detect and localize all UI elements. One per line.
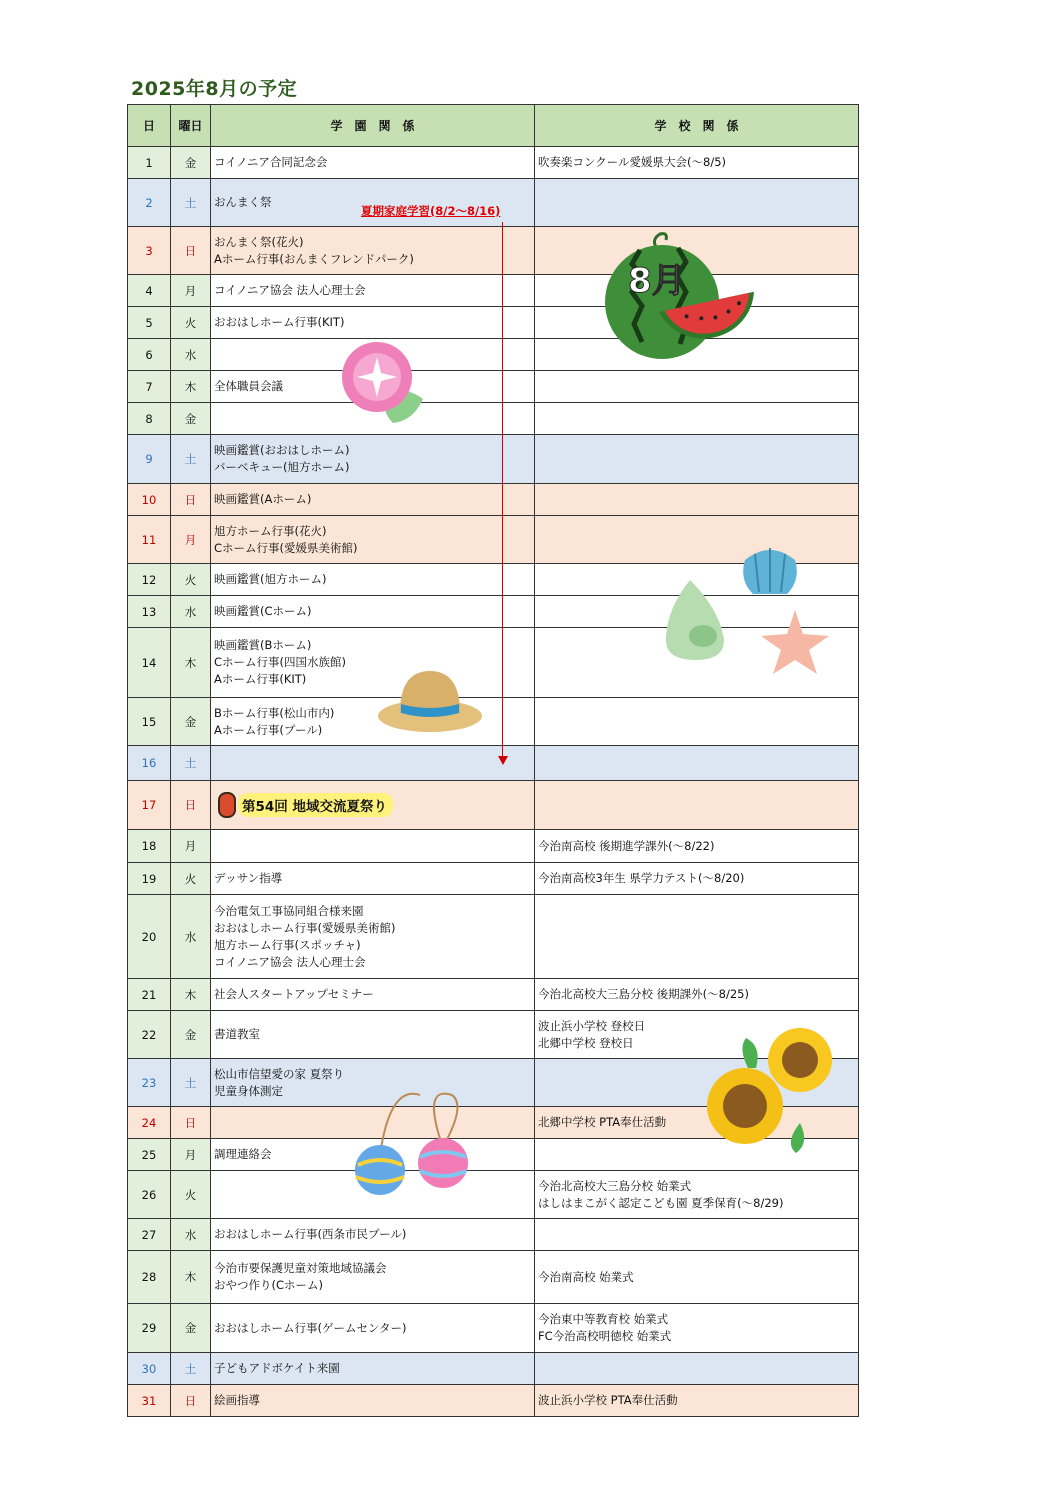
gakko-cell [535,1219,859,1251]
header-gakuen: 学 園 関 係 [211,105,535,147]
gakuen-event: 書道教室 [214,1027,260,1041]
table-row [128,371,859,403]
weekday-cell: 日 [171,1385,211,1417]
gakko-cell [535,1171,859,1219]
gakuen-event: Bホーム行事(松山市内) [214,705,335,720]
weekday-cell: 火 [171,863,211,895]
weekday-cell: 金 [171,698,211,746]
day-cell: 14 [128,628,171,698]
gakuen-cell [211,1251,535,1304]
gakko-cell [535,698,859,746]
gakko-cell [535,746,859,781]
gakko-event: はしはまこがく認定こども園 夏季保育(～8/29) [538,1195,784,1210]
day-cell: 18 [128,830,171,863]
weekday-cell: 土 [171,746,211,781]
table-row [128,403,859,435]
gakuen-event: Aホーム行事(おんまくフレンドパーク) [214,251,414,266]
watermelon-illustration [600,220,760,365]
gakuen-event: おおはしホーム行事(西条市民プール) [214,1227,407,1241]
gakuen-cell [211,435,535,484]
gakuen-cell [211,307,535,339]
day-cell: 15 [128,698,171,746]
gakuen-cell [211,1304,535,1353]
gakuen-event: コイノニア合同記念会 [214,155,328,169]
gakuen-event: 映画鑑賞(Bホーム) [214,638,312,652]
gakko-cell [535,1353,859,1385]
day-cell: 29 [128,1304,171,1353]
weekday-cell: 木 [171,371,211,403]
weekday-cell: 月 [171,830,211,863]
gakko-cell [535,830,859,863]
festival-banner [218,790,393,820]
day-cell: 22 [128,1011,171,1059]
gakuen-cell [211,830,535,863]
gakuen-cell [211,628,535,698]
gakko-cell [535,371,859,403]
gakko-event: 北郷中学校 PTA奉仕活動 [538,1115,667,1129]
gakko-cell [535,403,859,435]
day-cell: 28 [128,1251,171,1304]
table-row [128,830,859,863]
gakuen-event: コイノニア協会 法人心理士会 [214,283,366,297]
gakko-event: 今治東中等教育校 始業式 [538,1312,669,1326]
day-cell: 8 [128,403,171,435]
gakko-event: 今治北高校大三島分校 始業式 [538,1178,692,1193]
gakuen-cell [211,895,535,979]
day-cell: 2 [128,179,171,227]
day-cell: 21 [128,979,171,1011]
gakko-event: FC今治高校明徳校 始業式 [538,1329,672,1343]
table-row [128,1304,859,1353]
gakuen-event: コイノニア協会 法人心理士会 [214,954,366,969]
weekday-cell: 木 [171,1251,211,1304]
day-cell: 5 [128,307,171,339]
gakko-event: 波止浜小学校 登校日 [538,1018,646,1033]
weekday-cell: 日 [171,484,211,516]
day-cell: 1 [128,147,171,179]
day-cell: 11 [128,516,171,564]
weekday-cell: 火 [171,307,211,339]
day-cell: 27 [128,1219,171,1251]
gakuen-cell [211,227,535,275]
gakuen-cell [211,275,535,307]
gakuen-event: Aホーム行事(プール) [214,722,323,737]
weekday-cell: 日 [171,227,211,275]
paper-lantern-icon [218,792,236,818]
day-cell: 3 [128,227,171,275]
weekday-cell: 月 [171,275,211,307]
table-row [128,1385,859,1417]
table-row [128,1353,859,1385]
day-cell: 6 [128,339,171,371]
weekday-cell: 木 [171,628,211,698]
table-row [128,484,859,516]
gakuen-event: おおはしホーム行事(ゲームセンター) [214,1320,407,1335]
gakko-event: 今治南高校3年生 県学力テスト(～8/20) [538,871,745,885]
weekday-cell: 水 [171,895,211,979]
weekday-cell: 水 [171,339,211,371]
table-row [128,147,859,179]
gakuen-cell [211,979,535,1011]
weekday-cell: 日 [171,781,211,830]
gakuen-event: 映画鑑賞(Cホーム) [214,604,312,618]
gakuen-event: 社会人スタートアップセミナー [214,987,374,1001]
gakuen-event: 今治市要保護児童対策地域協議会 [214,1261,387,1275]
table-row [128,435,859,484]
gakuen-event: Aホーム行事(KIT) [214,672,307,686]
day-cell: 7 [128,371,171,403]
gakuen-cell [211,1011,535,1059]
gakuen-event: Cホーム行事(四国水族館) [214,655,347,669]
morning-glory-illustration [335,340,430,430]
gakuen-event: 児童身体測定 [214,1083,283,1098]
day-cell: 12 [128,564,171,596]
gakko-event: 波止浜小学校 PTA奉仕活動 [538,1393,678,1407]
gakuen-event: おんまく祭(花火) [214,234,304,249]
page-title: 2025年8月の予定 [131,78,298,100]
weekday-cell: 火 [171,1171,211,1219]
gakuen-cell [211,1219,535,1251]
gakuen-event: デッサン指導 [214,871,283,885]
gakuen-event: Cホーム行事(愛媛県美術館) [214,540,358,555]
arrow-head-icon [498,756,508,765]
weekday-cell: 土 [171,435,211,484]
gakuen-event: 旭方ホーム行事(スポッチャ) [214,937,361,952]
day-cell: 17 [128,781,171,830]
gakko-cell [535,484,859,516]
gakuen-event: 子どもアドボケイト来園 [214,1361,340,1375]
gakko-event: 今治南高校 始業式 [538,1269,634,1284]
day-cell: 20 [128,895,171,979]
sunflowers-illustration [700,1028,840,1153]
straw-hat-illustration [375,668,485,738]
day-cell: 24 [128,1107,171,1139]
month-badge: 8月 [628,261,686,301]
gakuen-cell [211,863,535,895]
table-row [128,863,859,895]
gakuen-cell [211,596,535,628]
day-cell: 26 [128,1171,171,1219]
gakko-cell [535,781,859,830]
gakuen-event: おおはしホーム行事(KIT) [214,315,345,329]
weekday-cell: 金 [171,1011,211,1059]
day-cell: 4 [128,275,171,307]
gakko-event: 今治南高校 後期進学課外(～8/22) [538,838,715,853]
gakuen-event: 旭方ホーム行事(花火) [214,523,327,538]
weekday-cell: 金 [171,1304,211,1353]
gakko-cell [535,1251,859,1304]
header-day: 日 [128,105,171,147]
weekday-cell: 金 [171,147,211,179]
weekday-cell: 金 [171,403,211,435]
weekday-cell: 日 [171,1107,211,1139]
gakuen-cell [211,147,535,179]
summer-study-note: 夏期家庭学習(8/2～8/16) [361,204,501,218]
weekday-cell: 水 [171,1219,211,1251]
weekday-cell: 火 [171,564,211,596]
gakuen-cell [211,484,535,516]
gakuen-event: 絵画指導 [214,1393,260,1407]
day-cell: 19 [128,863,171,895]
table-row [128,1219,859,1251]
gakuen-cell [211,1353,535,1385]
gakuen-cell [211,698,535,746]
day-cell: 13 [128,596,171,628]
table-row [128,698,859,746]
weekday-cell: 月 [171,516,211,564]
gakuen-event: おんまく祭 [214,195,272,209]
gakko-event: 北郷中学校 登校日 [538,1035,634,1050]
seashells-illustration [655,540,840,690]
gakko-event: 今治北高校大三島分校 後期課外(～8/25) [538,987,749,1001]
gakuen-event: 松山市信望愛の家 夏祭り [214,1066,345,1081]
day-cell: 30 [128,1353,171,1385]
day-cell: 16 [128,746,171,781]
day-cell: 25 [128,1139,171,1171]
header-gakko: 学 校 関 係 [535,105,859,147]
gakko-cell [535,435,859,484]
weekday-cell: 土 [171,1059,211,1107]
gakuen-event: 映画鑑賞(おおはしホーム) [214,443,350,457]
day-cell: 10 [128,484,171,516]
water-balloons-illustration [350,1085,475,1200]
gakko-cell [535,863,859,895]
weekday-cell: 月 [171,1139,211,1171]
gakuen-event: 全体職員会議 [214,379,283,393]
header-weekday: 曜日 [171,105,211,147]
table-row [128,1171,859,1219]
gakuen-event: 映画鑑賞(旭方ホーム) [214,572,327,586]
gakuen-event: 調理連絡会 [214,1147,272,1161]
gakko-cell [535,1304,859,1353]
day-cell: 9 [128,435,171,484]
table-row [128,979,859,1011]
gakuen-cell [211,746,535,781]
gakuen-event: バーベキュー(旭方ホーム) [214,460,350,474]
festival-label: 第54回 地域交流夏祭り [238,793,393,817]
gakuen-cell [211,564,535,596]
gakuen-event: 映画鑑賞(Aホーム) [214,492,312,506]
day-cell: 23 [128,1059,171,1107]
weekday-cell: 土 [171,179,211,227]
gakko-cell [535,1385,859,1417]
weekday-cell: 木 [171,979,211,1011]
gakuen-event: 今治電気工事協同組合様来園 [214,903,364,918]
weekday-cell: 土 [171,1353,211,1385]
table-row [128,746,859,781]
weekday-cell: 水 [171,596,211,628]
table-row [128,1251,859,1304]
gakuen-event: おやつ作り(Cホーム) [214,1278,324,1292]
gakko-cell [535,895,859,979]
gakuen-event: おおはしホーム行事(愛媛県美術館) [214,920,396,935]
gakko-event: 吹奏楽コンクール愛媛県大会(～8/5) [538,155,727,169]
gakko-cell [535,147,859,179]
table-row [128,895,859,979]
summer-study-arrow [502,222,503,758]
day-cell: 31 [128,1385,171,1417]
gakko-cell [535,979,859,1011]
gakuen-cell [211,516,535,564]
gakuen-cell [211,1385,535,1417]
